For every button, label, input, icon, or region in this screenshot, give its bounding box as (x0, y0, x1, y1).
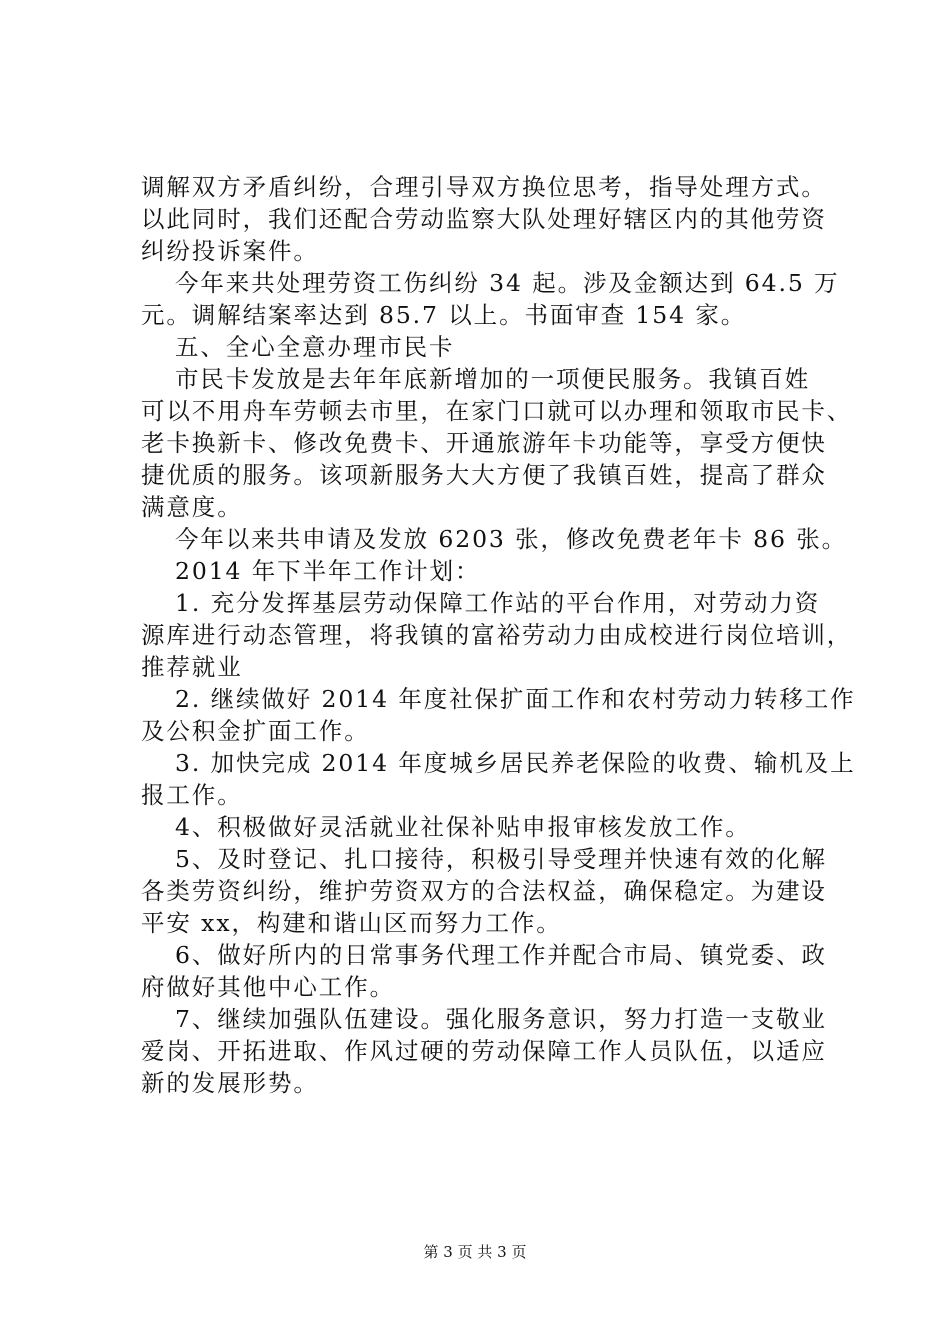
list-item: 3. 加快完成 2014 年度城乡居民养老保险的收费、输机及上 (175, 749, 856, 777)
text-line: 新的发展形势。 (141, 1069, 319, 1097)
list-item: 1. 充分发挥基层劳动保障工作站的平台作用，对劳动力资 (175, 589, 821, 617)
text-line: 爱岗、开拓进取、作风过硬的劳动保障工作人员队伍，以适应 (141, 1037, 827, 1065)
text-line: 源库进行动态管理，将我镇的富裕劳动力由成校进行岗位培训， (141, 621, 853, 649)
text-line: 报工作。 (141, 781, 243, 809)
text-line: 平安 xx，构建和谐山区而努力工作。 (141, 909, 562, 937)
text-line: 及公积金扩面工作。 (141, 717, 370, 745)
text-line: 满意度。 (141, 493, 243, 521)
list-item: 4、积极做好灵活就业社保补贴申报审核发放工作。 (175, 813, 751, 841)
text-line: 调解双方矛盾纠纷，合理引导双方换位思考，指导处理方式。 (141, 173, 827, 201)
text-line: 捷优质的服务。该项新服务大大方便了我镇百姓，提高了群众 (141, 461, 827, 489)
list-item: 6、做好所内的日常事务代理工作并配合市局、镇党委、政 (175, 941, 827, 969)
list-item: 5、及时登记、扎口接待，积极引导受理并快速有效的化解 (175, 845, 827, 873)
section-heading: 2014 年下半年工作计划： (175, 557, 481, 585)
text-line: 以此同时，我们还配合劳动监察大队处理好辖区内的其他劳资 (141, 205, 827, 233)
section-heading: 五、全心全意办理市民卡 (175, 333, 455, 361)
list-item: 7、继续加强队伍建设。强化服务意识，努力打造一支敬业 (175, 1005, 827, 1033)
page-footer (0, 1242, 950, 1262)
text-line: 各类劳资纠纷，维护劳资双方的合法权益，确保稳定。为建设 (141, 877, 827, 905)
text-line: 老卡换新卡、修改免费卡、开通旅游年卡功能等，享受方便快 (141, 429, 827, 457)
page-number-label: 第 3 页 共 3 页 (423, 1243, 527, 1261)
text-line: 今年来共处理劳资工伤纠纷 34 起。涉及金额达到 64.5 万 (175, 269, 840, 297)
text-line: 可以不用舟车劳顿去市里，在家门口就可以办理和领取市民卡、 (141, 397, 853, 425)
text-line: 元。调解结案率达到 85.7 以上。书面审查 154 家。 (141, 301, 747, 329)
list-item: 2. 继续做好 2014 年度社保扩面工作和农村劳动力转移工作 (175, 685, 856, 713)
text-line: 纠纷投诉案件。 (141, 237, 319, 265)
text-line: 府做好其他中心工作。 (141, 973, 395, 1001)
document-body (141, 171, 856, 1099)
text-line: 今年以来共申请及发放 6203 张，修改免费老年卡 86 张。 (175, 525, 847, 553)
text-line: 市民卡发放是去年年底新增加的一项便民服务。我镇百姓 (175, 365, 810, 393)
text-line: 推荐就业 (141, 653, 243, 681)
